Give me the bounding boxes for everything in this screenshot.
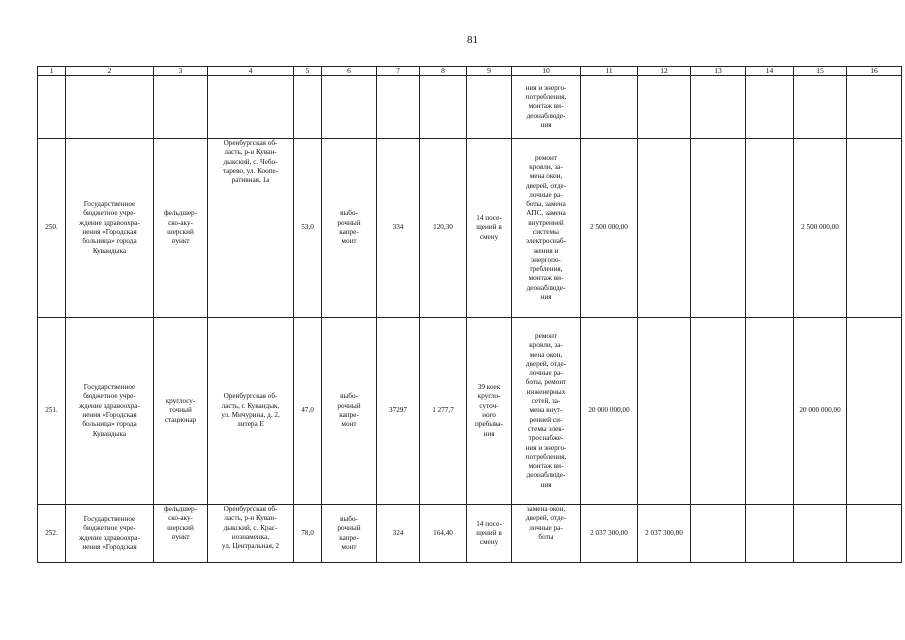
col12-cell: [638, 139, 691, 318]
col12-cell: [638, 318, 691, 505]
col8-cell: [420, 76, 467, 139]
col8-cell: 1 277,7: [420, 318, 467, 505]
column-header: 9: [467, 67, 512, 76]
capacity-cell: [467, 76, 512, 139]
repair-method-cell: выбо- рочный капре- монт: [322, 318, 377, 505]
area-cell: 47,0: [294, 318, 322, 505]
col15-cell: 20 000 000,00: [794, 318, 847, 505]
col15-cell: 2 500 000,00: [794, 139, 847, 318]
column-header: 11: [581, 67, 638, 76]
col7-cell: 324: [377, 505, 420, 563]
works-cell: ния и энерго- потребления, монтаж ви- деонаблюде- ния: [512, 76, 581, 139]
col16-cell: [847, 139, 902, 318]
col7-cell: 37297: [377, 318, 420, 505]
col7-cell: [377, 76, 420, 139]
total-cost-cell: 20 000 000,00: [581, 318, 638, 505]
works-cell: ремонт кровли, за- мена окон, дверей, отде- лочные ра- боты, ремонт инженерных сетей, за- мена внут- ренней си- стемы элек- троснабже- ния и энерго- потребления, монтаж ви- деонаблюде- ния: [512, 318, 581, 505]
col15-cell: [794, 505, 847, 563]
column-header: 15: [794, 67, 847, 76]
address-cell: Оренбургская об- ласть, г. Кувандык, ул. Мичурина, д. 2, литера Е: [208, 318, 294, 505]
col8-cell: 120,30: [420, 139, 467, 318]
table-row: [38, 76, 902, 139]
table-row: [38, 318, 902, 505]
total-cost-cell: [581, 76, 638, 139]
row-number: 251.: [38, 318, 66, 505]
area-cell: [294, 76, 322, 139]
repair-method-cell: [322, 76, 377, 139]
column-header: 12: [638, 67, 691, 76]
column-header: 3: [154, 67, 208, 76]
area-cell: 78,0: [294, 505, 322, 563]
column-header: 4: [208, 67, 294, 76]
column-header: 14: [746, 67, 794, 76]
row-number: [38, 76, 66, 139]
col7-cell: 334: [377, 139, 420, 318]
institution-cell: [66, 76, 154, 139]
repair-method-cell: выбо- рочный капре- монт: [322, 139, 377, 318]
col8-cell: 164,40: [420, 505, 467, 563]
capacity-cell: 14 посе- щений в смену: [467, 505, 512, 563]
col14-cell: [746, 318, 794, 505]
col16-cell: [847, 505, 902, 563]
table-row: [38, 505, 902, 563]
works-cell: ремонт кровли, за- мена окон, дверей, отде- лочные ра- боты, замена АПС, замена внутренней системы электроснаб- жения и энергопо- требления, монтаж ви- деонаблюде- ния: [512, 139, 581, 318]
column-header: 16: [847, 67, 902, 76]
total-cost-cell: 2 037 300,00: [581, 505, 638, 563]
capacity-cell: 14 посе- щений в смену: [467, 139, 512, 318]
col13-cell: [691, 318, 746, 505]
col14-cell: [746, 76, 794, 139]
capacity-cell: 39 коек кругло- суточ- ного пребыва- ния: [467, 318, 512, 505]
institution-cell: Государственное бюджетное учре- ждение здравоохра- нения «Городская больница» города Кувандыка: [66, 139, 154, 318]
column-header: 8: [420, 67, 467, 76]
facility-type-cell: фельдшер- ско-аку- шерский пункт: [154, 139, 208, 318]
capital-repair-table: [37, 66, 902, 563]
column-header: 5: [294, 67, 322, 76]
address-cell: Оренбургская об- ласть, р-н Куван- дыкский, с. Чебо- тарево, ул. Коопе- ративная, 1а: [208, 139, 294, 318]
column-header: 13: [691, 67, 746, 76]
column-header: 6: [322, 67, 377, 76]
column-header: 7: [377, 67, 420, 76]
facility-type-cell: круглосу- точный стационар: [154, 318, 208, 505]
row-number: 252.: [38, 505, 66, 563]
col12-cell: [638, 76, 691, 139]
page-number: 81: [467, 34, 478, 46]
col15-cell: [794, 76, 847, 139]
works-cell: замена окон, дверей, отде- лочные ра- боты: [512, 505, 581, 563]
institution-cell: Государственное бюджетное учре- ждение здравоохра- нения «Городская больница» города Кувандыка: [66, 318, 154, 505]
column-number-row: [38, 67, 902, 76]
table-row: [38, 139, 902, 318]
col13-cell: [691, 139, 746, 318]
column-header: 1: [38, 67, 66, 76]
facility-type-cell: [154, 76, 208, 139]
row-number: 250.: [38, 139, 66, 318]
col16-cell: [847, 76, 902, 139]
repair-method-cell: выбо- рочный капре- монт: [322, 505, 377, 563]
col13-cell: [691, 76, 746, 139]
col14-cell: [746, 505, 794, 563]
col12-cell: 2 037 300,00: [638, 505, 691, 563]
address-cell: [208, 76, 294, 139]
column-header: 2: [66, 67, 154, 76]
col16-cell: [847, 318, 902, 505]
total-cost-cell: 2 500 000,00: [581, 139, 638, 318]
facility-type-cell: фельдшер- ско-аку- шерский пункт: [154, 505, 208, 563]
col13-cell: [691, 505, 746, 563]
institution-cell: Государственное бюджетное учре- ждение здравоохра- нения «Городская: [66, 505, 154, 563]
area-cell: 53,0: [294, 139, 322, 318]
column-header: 10: [512, 67, 581, 76]
col14-cell: [746, 139, 794, 318]
address-cell: Оренбургская об- ласть, р-н Куван- дыкский, с. Крас- нознаменка, ул. Центральная, 2: [208, 505, 294, 563]
